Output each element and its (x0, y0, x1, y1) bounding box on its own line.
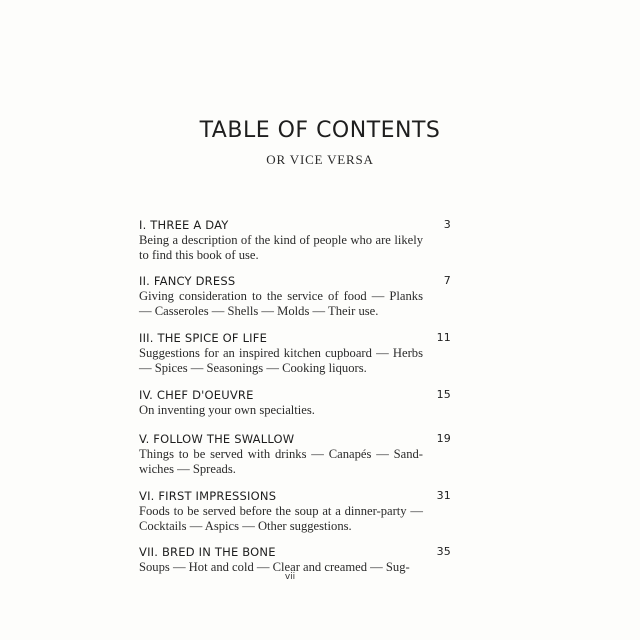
entry-page: 11 (436, 331, 451, 344)
toc-entry (139, 544, 451, 575)
page-title: TABLE OF CONTENTS (199, 118, 441, 143)
entry-heading: III. THE SPICE OF LIFE (139, 331, 268, 345)
toc-entry (139, 273, 451, 319)
entry-description: Foods to be served before the soup at a dinner-party — Cocktails — Aspics — Other suggestions. (139, 504, 423, 533)
entry-description: Suggestions for an inspired kitchen cupboard — Herbs — Spices — Seasonings — Cooking liquors. (139, 346, 423, 375)
entry-description: Giving consideration to the service of food — Planks — Casseroles — Shells — Molds — Their use. (139, 289, 423, 318)
entry-page: 3 (443, 218, 451, 231)
entry-page: 7 (443, 274, 451, 287)
entry-heading: II. FANCY DRESS (139, 274, 236, 288)
page-number: vii (284, 572, 296, 582)
entry-heading: IV. CHEF D'OEUVRE (139, 388, 254, 402)
toc-entry (139, 488, 451, 534)
entry-heading: V. FOLLOW THE SWALLOW (139, 432, 295, 446)
entry-description: Being a description of the kind of people who are likely to find this book of use. (139, 233, 423, 262)
entry-page: 31 (436, 489, 451, 502)
toc-entry (139, 431, 451, 477)
entry-description: Things to be served with drinks — Canapés — Sand-wiches — Spreads. (139, 447, 423, 476)
toc-entry (139, 330, 451, 376)
entry-page: 15 (436, 388, 451, 401)
entry-page: 19 (436, 432, 451, 445)
entry-description: On inventing your own specialties. (139, 403, 315, 417)
entry-heading: VI. FIRST IMPRESSIONS (139, 489, 277, 503)
toc-entry (139, 217, 451, 263)
entry-heading: I. THREE A DAY (139, 218, 229, 232)
entry-description: Soups — Hot and cold — Clear and creamed — Sug- (139, 560, 410, 574)
page-subtitle: OR VICE VERSA (266, 152, 374, 167)
entry-page: 35 (436, 545, 451, 558)
entry-heading: VII. BRED IN THE BONE (139, 545, 276, 559)
toc-entry (139, 387, 451, 418)
